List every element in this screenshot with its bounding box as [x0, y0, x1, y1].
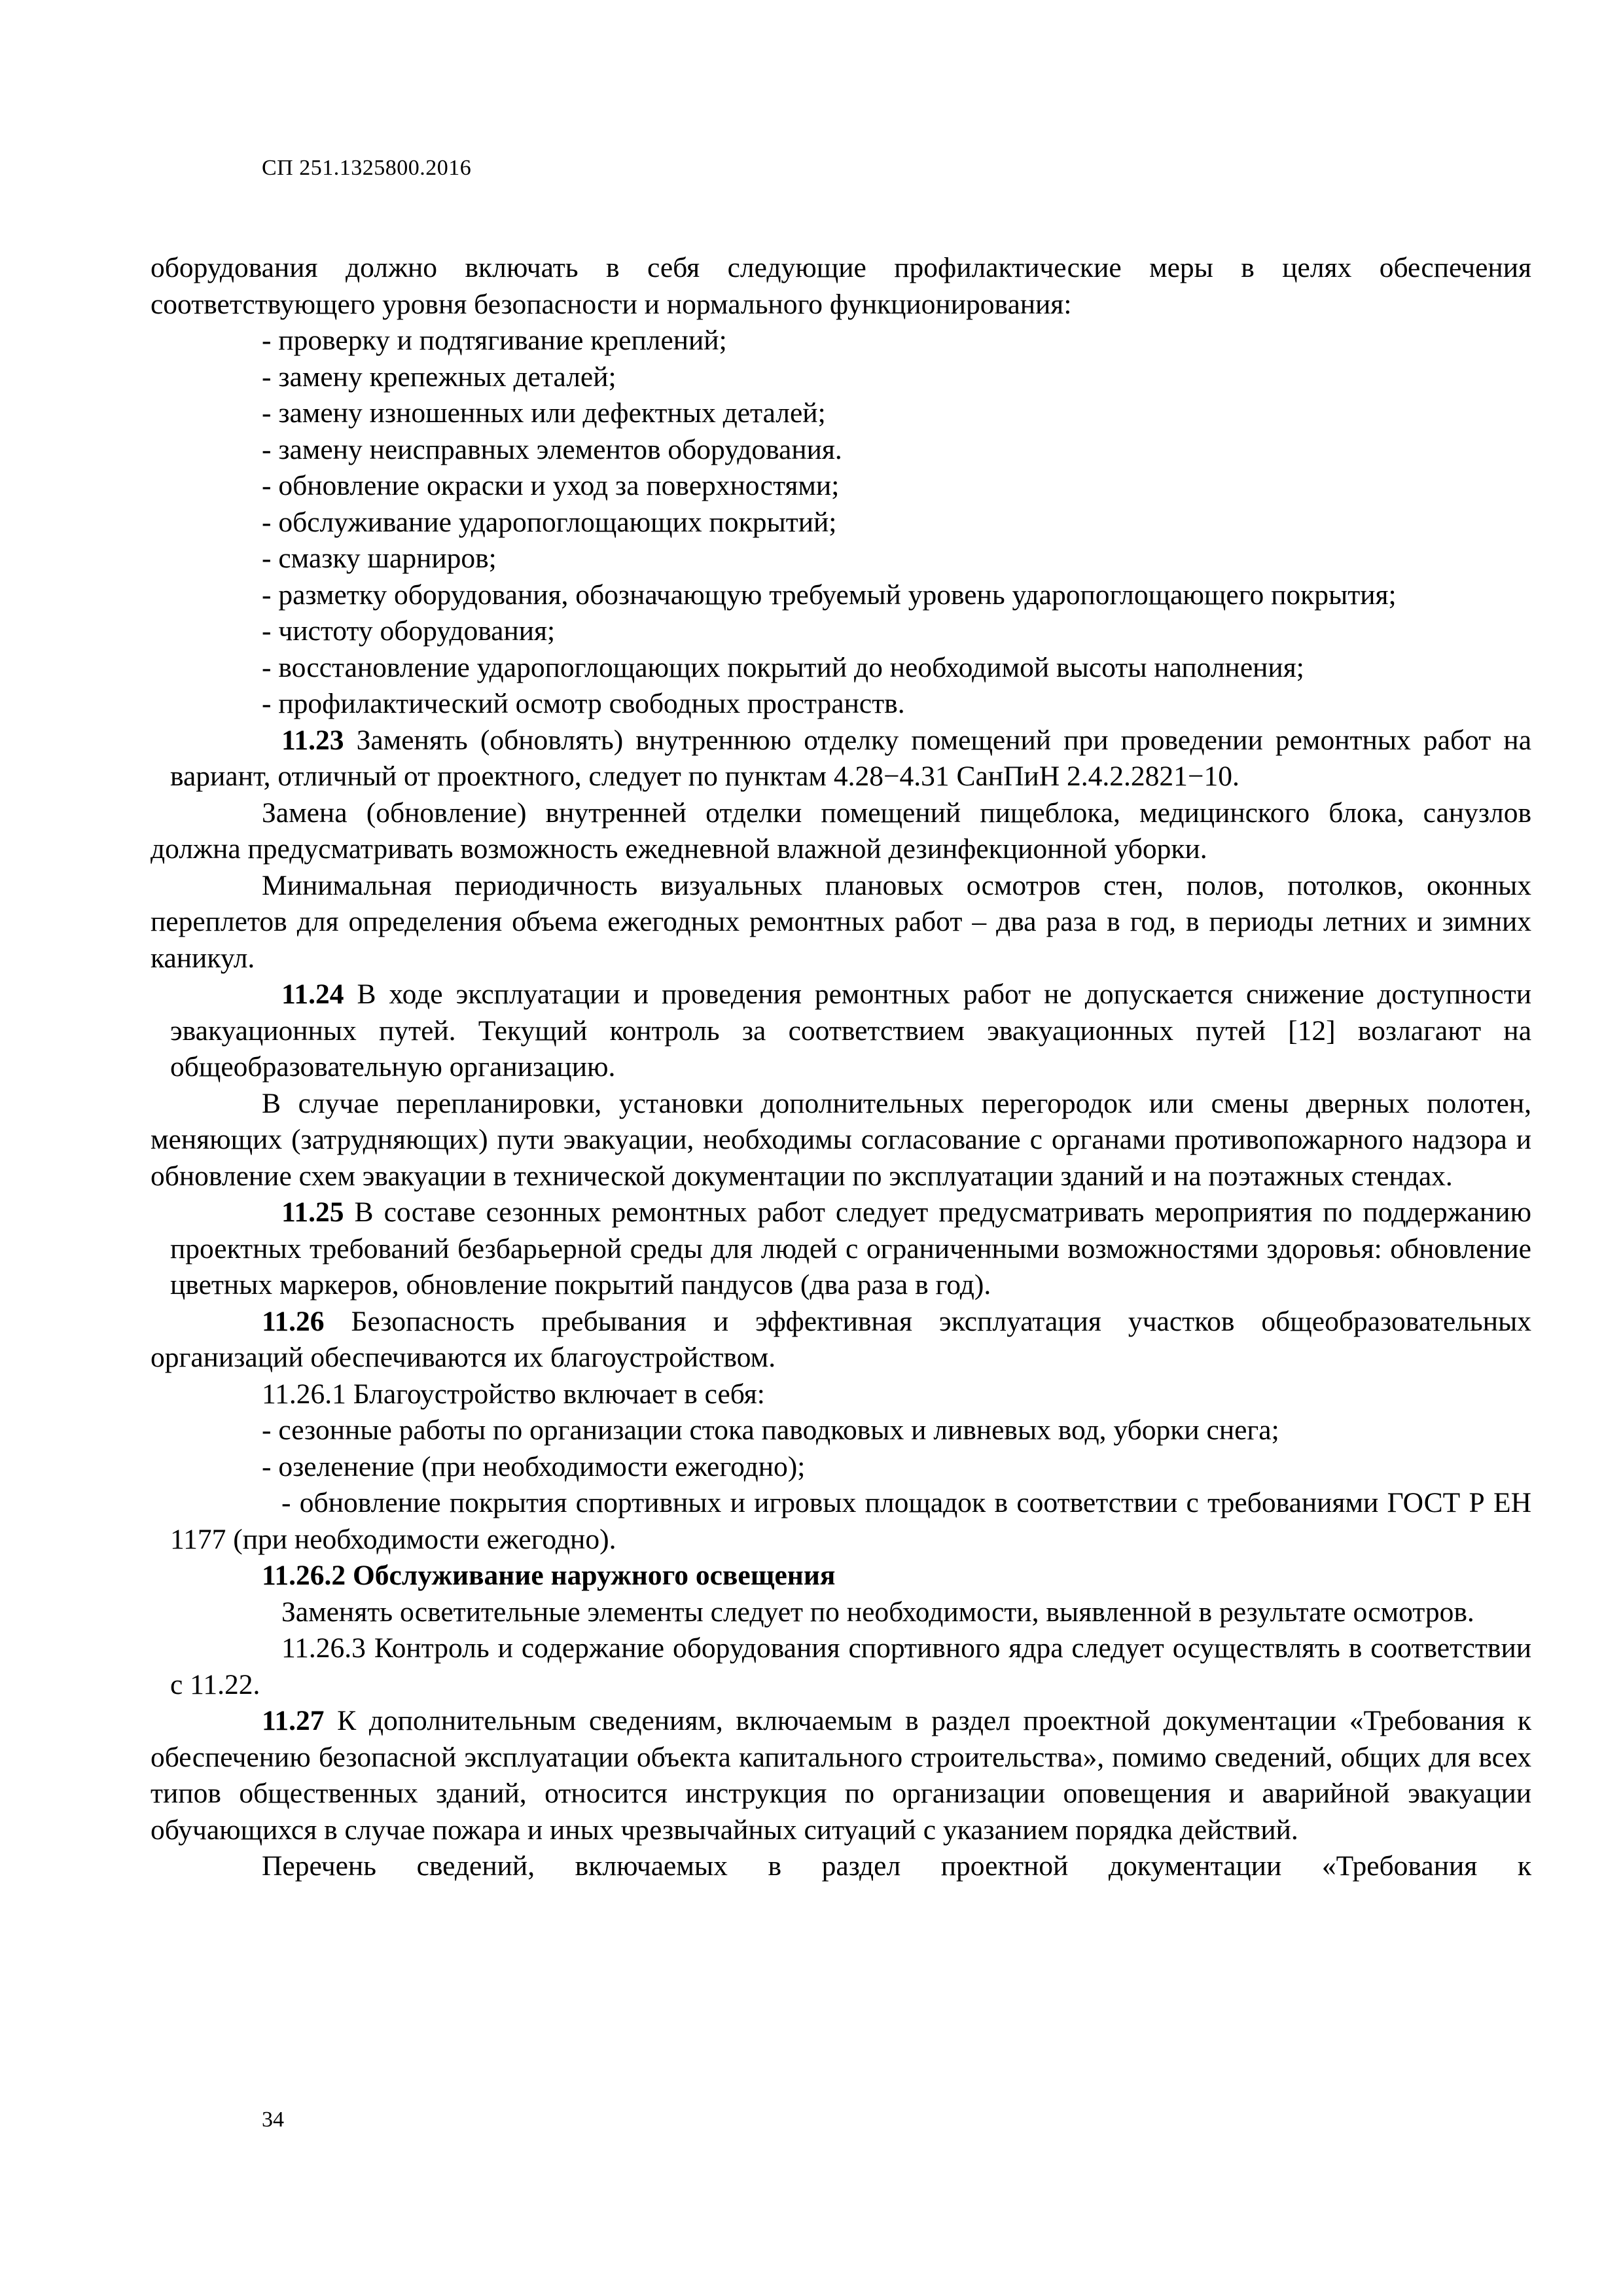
intro-line-2: соответствующего уровня безопасности и нормального функционирования:	[151, 288, 1072, 320]
clause-number: 11.25	[281, 1196, 344, 1228]
list-item: - замену крепежных деталей;	[262, 361, 616, 393]
subclause-11-26-3: 11.26.3 Контроль и содержание оборудования спортивного ядра следует осуществлять в соответствии с 11.22.	[170, 1632, 1531, 1700]
subclause-11-26-2-text: Заменять осветительные элементы следует по необходимости, выявленной в результате осмотров.	[281, 1596, 1474, 1628]
clause-11-26	[151, 1304, 1531, 1376]
clause-text: К дополнительным сведениям, включаемым в раздел проектной документации «Требования к обеспечению безопасной эксплуатации объекта капитального строительства», помимо сведений, общих для всех типов общественных зданий, относится инструкция по организации оповещения и аварийной эвакуации обучающихся в случае пожара и иных чрезвычайных ситуаций с указанием порядка действий.	[151, 1705, 1531, 1846]
clause-11-24	[151, 977, 1531, 1086]
clause-number: 11.23	[281, 724, 344, 756]
intro-line-1: оборудования должно включать в себя следующие профилактические меры в целях обеспечения	[151, 252, 1531, 283]
subclause-item: - озеленение (при необходимости ежегодно);	[262, 1450, 806, 1482]
list-item: - чистоту оборудования;	[262, 615, 556, 647]
list-item: - профилактический осмотр свободных пространств.	[262, 688, 905, 719]
clause-number: 11.27	[262, 1705, 325, 1736]
clause-11-27-paragraph-2: Перечень сведений, включаемых в раздел проектной документации «Требования к	[262, 1850, 1531, 1882]
clause-text: Безопасность пребывания и эффективная эксплуатация участков общеобразовательных организаций обеспечиваются их благоустройством.	[151, 1305, 1531, 1373]
clause-text: В ходе эксплуатации и проведения ремонтных работ не допускается снижение доступности эвакуационных путей. Текущий контроль за соответствием эвакуационных путей [12] возлагают на общеобразовательную организацию.	[170, 978, 1531, 1083]
clause-number: 11.26	[262, 1305, 325, 1337]
clause-11-25	[151, 1194, 1531, 1304]
clause-11-23	[151, 723, 1531, 795]
subclause-11-26-1: 11.26.1 Благоустройство включает в себя:	[262, 1378, 765, 1410]
document-code-header: СП 251.1325800.2016	[262, 156, 472, 180]
clause-11-23-paragraph-2: Замена (обновление) внутренней отделки помещений пищеблока, медицинского блока, санузлов должна предусматривать возможность ежедневной влажной дезинфекционной уборки.	[151, 797, 1531, 865]
list-item: - замену изношенных или дефектных деталей;	[262, 397, 826, 429]
clause-number: 11.24	[281, 978, 344, 1010]
clause-text: В составе сезонных ремонтных работ следует предусматривать мероприятия по поддержанию проектных требований безбарьерной среды для людей с ограниченными возможностями здоровья: обновление цветных маркеров, обновление покрытий пандусов (два раза в год).	[170, 1196, 1531, 1300]
list-item: - обновление окраски и уход за поверхностями;	[262, 470, 840, 501]
subclause-item: - сезонные работы по организации стока паводковых и ливневых вод, уборки снега;	[262, 1414, 1279, 1446]
page-number: 34	[262, 2108, 284, 2132]
list-item: - обслуживание ударопоглощающих покрытий;	[262, 506, 837, 538]
list-item: - восстановление ударопоглощающих покрытий до необходимой высоты наполнения;	[262, 651, 1304, 683]
subclause-item: - обновление покрытия спортивных и игровых площадок в соответствии с требованиями ГОСТ Р ЕН 1177 (при необходимости ежегодно).	[170, 1487, 1531, 1555]
list-item: - разметку оборудования, обозначающую требуемый уровень ударопоглощающего покрытия;	[262, 579, 1397, 611]
list-item: - замену неисправных элементов оборудования.	[262, 433, 842, 465]
clause-11-23-paragraph-3: Минимальная периодичность визуальных плановых осмотров стен, полов, потолков, оконных переплетов для определения объема ежегодных ремонтных работ – два раза в год, в периоды летних и зимних каникул.	[151, 869, 1531, 974]
clause-11-27	[151, 1703, 1531, 1848]
clause-text: Заменять (обновлять) внутреннюю отделку помещений при проведении ремонтных работ на вариант, отличный от проектного, следует по пунктам 4.28−4.31 СанПиН 2.4.2.2821−10.	[170, 724, 1531, 792]
clause-11-24-paragraph-2: В случае перепланировки, установки дополнительных перегородок или смены дверных полотен, меняющих (затрудняющих) пути эвакуации, необходимы согласование с органами противопожарного надзора и обновление схем эвакуации в технической документации по эксплуатации зданий и на поэтажных стендах.	[151, 1087, 1531, 1192]
document-body	[151, 250, 1531, 1885]
list-item: - проверку и подтягивание креплений;	[262, 325, 727, 356]
subclause-11-26-2-title: 11.26.2 Обслуживание наружного освещения	[262, 1560, 836, 1591]
list-item: - смазку шарниров;	[262, 543, 497, 574]
